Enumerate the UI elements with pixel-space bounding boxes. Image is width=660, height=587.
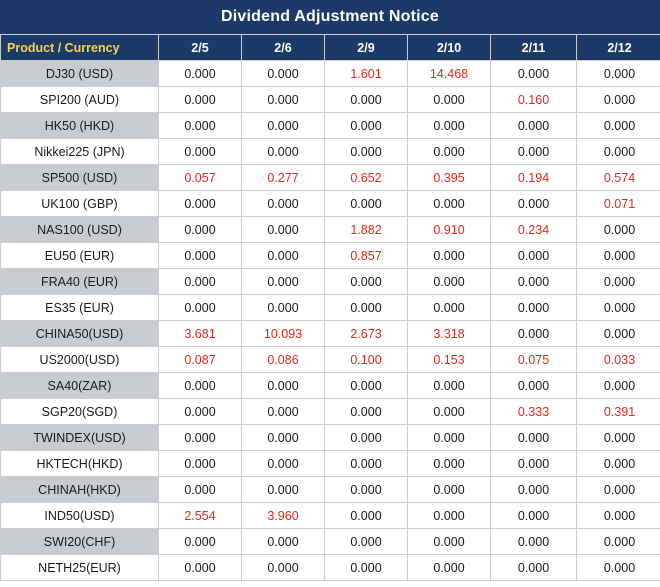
dividend-table	[0, 34, 660, 581]
dividend-value-cell: 0.000	[408, 425, 491, 451]
dividend-value-cell: 0.000	[242, 451, 325, 477]
dividend-value-cell: 0.000	[408, 87, 491, 113]
table-row	[1, 555, 660, 581]
dividend-value-cell: 0.000	[325, 451, 408, 477]
table-row	[1, 269, 660, 295]
dividend-value-cell: 0.000	[491, 503, 577, 529]
dividend-value-cell: 0.000	[325, 191, 408, 217]
product-currency-label: CHINAH(HKD)	[1, 477, 159, 503]
dividend-value-cell: 0.000	[408, 503, 491, 529]
dividend-value-cell: 0.000	[577, 61, 660, 87]
dividend-value-cell: 0.100	[325, 347, 408, 373]
dividend-value-cell: 0.000	[159, 399, 242, 425]
dividend-value-cell: 0.000	[408, 555, 491, 581]
column-header-date: 2/9	[325, 35, 408, 61]
dividend-value-cell: 0.000	[325, 477, 408, 503]
dividend-value-cell: 0.000	[242, 243, 325, 269]
dividend-value-cell: 10.093	[242, 321, 325, 347]
dividend-value-cell: 0.000	[159, 451, 242, 477]
dividend-value-cell: 0.000	[242, 477, 325, 503]
dividend-value-cell: 0.000	[242, 217, 325, 243]
dividend-value-cell: 0.391	[577, 399, 660, 425]
dividend-value-cell: 0.000	[242, 555, 325, 581]
table-row	[1, 425, 660, 451]
dividend-value-cell: 0.000	[159, 139, 242, 165]
column-header-product: Product / Currency	[1, 35, 159, 61]
dividend-value-cell: 1.882	[325, 217, 408, 243]
table-row	[1, 217, 660, 243]
dividend-value-cell: 0.087	[159, 347, 242, 373]
dividend-value-cell: 0.000	[325, 399, 408, 425]
dividend-value-cell: 0.000	[408, 451, 491, 477]
dividend-value-cell: 0.194	[491, 165, 577, 191]
dividend-value-cell: 0.000	[325, 503, 408, 529]
dividend-value-cell: 0.000	[159, 477, 242, 503]
dividend-value-cell: 0.000	[159, 87, 242, 113]
dividend-value-cell: 0.000	[577, 243, 660, 269]
table-row	[1, 61, 660, 87]
table-row	[1, 165, 660, 191]
dividend-value-cell: 0.333	[491, 399, 577, 425]
dividend-value-cell: 0.000	[491, 477, 577, 503]
column-header-date: 2/6	[242, 35, 325, 61]
dividend-value-cell: 0.000	[242, 113, 325, 139]
dividend-value-cell: 0.000	[577, 451, 660, 477]
dividend-value-cell: 0.000	[577, 295, 660, 321]
dividend-value-cell: 0.000	[242, 425, 325, 451]
dividend-value-cell: 0.000	[577, 529, 660, 555]
page-title-text: Dividend Adjustment Notice	[221, 8, 439, 25]
dividend-value-cell: 0.652	[325, 165, 408, 191]
product-currency-label: CHINA50(USD)	[1, 321, 159, 347]
dividend-value-cell: 0.000	[325, 529, 408, 555]
dividend-value-cell: 0.000	[491, 425, 577, 451]
dividend-value-cell: 0.000	[491, 555, 577, 581]
dividend-value-cell: 0.000	[577, 425, 660, 451]
dividend-value-cell: 0.033	[577, 347, 660, 373]
dividend-value-cell: 0.277	[242, 165, 325, 191]
dividend-value-cell: 0.000	[242, 61, 325, 87]
table-row	[1, 321, 660, 347]
dividend-value-cell: 0.000	[408, 269, 491, 295]
dividend-value-cell: 0.000	[242, 373, 325, 399]
dividend-value-cell: 0.857	[325, 243, 408, 269]
dividend-value-cell: 0.000	[325, 555, 408, 581]
page-title	[0, 0, 660, 34]
table-row	[1, 295, 660, 321]
dividend-value-cell: 0.000	[325, 113, 408, 139]
dividend-value-cell: 0.000	[242, 87, 325, 113]
dividend-value-cell: 3.960	[242, 503, 325, 529]
dividend-value-cell: 0.000	[408, 399, 491, 425]
dividend-value-cell: 0.000	[242, 139, 325, 165]
dividend-value-cell: 0.153	[408, 347, 491, 373]
dividend-value-cell: 0.000	[159, 425, 242, 451]
dividend-value-cell: 0.000	[408, 191, 491, 217]
product-currency-label: FRA40 (EUR)	[1, 269, 159, 295]
dividend-value-cell: 0.000	[491, 529, 577, 555]
dividend-value-cell: 0.000	[159, 269, 242, 295]
dividend-value-cell: 0.160	[491, 87, 577, 113]
product-currency-label: Nikkei225 (JPN)	[1, 139, 159, 165]
dividend-value-cell: 14.468	[408, 61, 491, 87]
dividend-value-cell: 0.071	[577, 191, 660, 217]
table-row	[1, 373, 660, 399]
column-header-date: 2/11	[491, 35, 577, 61]
dividend-value-cell: 0.000	[491, 269, 577, 295]
dividend-value-cell: 0.000	[408, 113, 491, 139]
table-row	[1, 451, 660, 477]
dividend-value-cell: 0.000	[242, 399, 325, 425]
product-currency-label: UK100 (GBP)	[1, 191, 159, 217]
dividend-value-cell: 0.000	[408, 529, 491, 555]
dividend-value-cell: 0.000	[491, 113, 577, 139]
dividend-value-cell: 0.000	[159, 529, 242, 555]
table-row	[1, 347, 660, 373]
dividend-value-cell: 0.000	[325, 87, 408, 113]
dividend-value-cell: 0.000	[577, 555, 660, 581]
dividend-value-cell: 0.000	[159, 243, 242, 269]
product-currency-label: NETH25(EUR)	[1, 555, 159, 581]
dividend-value-cell: 0.000	[159, 373, 242, 399]
table-header	[1, 35, 660, 61]
dividend-value-cell: 0.000	[408, 373, 491, 399]
dividend-value-cell: 0.000	[577, 373, 660, 399]
product-currency-label: NAS100 (USD)	[1, 217, 159, 243]
dividend-value-cell: 0.000	[577, 321, 660, 347]
dividend-value-cell: 0.000	[577, 139, 660, 165]
table-row	[1, 529, 660, 555]
dividend-value-cell: 2.673	[325, 321, 408, 347]
table-header-row	[1, 35, 660, 61]
dividend-value-cell: 0.000	[325, 269, 408, 295]
dividend-value-cell: 0.000	[242, 269, 325, 295]
dividend-value-cell: 0.000	[242, 295, 325, 321]
table-row	[1, 191, 660, 217]
dividend-value-cell: 0.234	[491, 217, 577, 243]
dividend-value-cell: 0.000	[491, 321, 577, 347]
table-row	[1, 243, 660, 269]
dividend-value-cell: 0.000	[491, 373, 577, 399]
dividend-value-cell: 0.000	[242, 529, 325, 555]
dividend-value-cell: 0.000	[491, 451, 577, 477]
table-row	[1, 87, 660, 113]
dividend-value-cell: 1.601	[325, 61, 408, 87]
dividend-value-cell: 3.681	[159, 321, 242, 347]
dividend-value-cell: 0.000	[577, 269, 660, 295]
table-row	[1, 477, 660, 503]
column-header-date: 2/12	[577, 35, 660, 61]
dividend-value-cell: 0.000	[491, 295, 577, 321]
dividend-value-cell: 0.000	[159, 61, 242, 87]
dividend-value-cell: 0.000	[408, 139, 491, 165]
dividend-value-cell: 2.554	[159, 503, 242, 529]
table-row	[1, 113, 660, 139]
product-currency-label: HK50 (HKD)	[1, 113, 159, 139]
dividend-value-cell: 0.000	[159, 295, 242, 321]
product-currency-label: TWINDEX(USD)	[1, 425, 159, 451]
dividend-value-cell: 0.000	[159, 113, 242, 139]
dividend-value-cell: 0.000	[325, 425, 408, 451]
dividend-value-cell: 0.000	[491, 243, 577, 269]
dividend-value-cell: 0.395	[408, 165, 491, 191]
dividend-value-cell: 0.086	[242, 347, 325, 373]
product-currency-label: IND50(USD)	[1, 503, 159, 529]
product-currency-label: HKTECH(HKD)	[1, 451, 159, 477]
dividend-value-cell: 0.000	[491, 61, 577, 87]
product-currency-label: SA40(ZAR)	[1, 373, 159, 399]
product-currency-label: EU50 (EUR)	[1, 243, 159, 269]
product-currency-label: SWI20(CHF)	[1, 529, 159, 555]
table-row	[1, 399, 660, 425]
dividend-value-cell: 0.000	[577, 87, 660, 113]
product-currency-label: DJ30 (USD)	[1, 61, 159, 87]
dividend-value-cell: 0.000	[159, 191, 242, 217]
dividend-value-cell: 0.000	[408, 477, 491, 503]
dividend-value-cell: 0.574	[577, 165, 660, 191]
dividend-value-cell: 0.057	[159, 165, 242, 191]
dividend-value-cell: 0.000	[325, 295, 408, 321]
dividend-value-cell: 0.000	[491, 191, 577, 217]
dividend-value-cell: 0.000	[325, 139, 408, 165]
product-currency-label: SPI200 (AUD)	[1, 87, 159, 113]
table-row	[1, 503, 660, 529]
dividend-value-cell: 0.000	[242, 191, 325, 217]
product-currency-label: SGP20(SGD)	[1, 399, 159, 425]
dividend-value-cell: 0.000	[577, 217, 660, 243]
dividend-value-cell: 0.000	[491, 139, 577, 165]
table-body	[1, 61, 660, 581]
dividend-value-cell: 0.000	[577, 113, 660, 139]
dividend-value-cell: 3.318	[408, 321, 491, 347]
table-row	[1, 139, 660, 165]
column-header-date: 2/10	[408, 35, 491, 61]
dividend-value-cell: 0.000	[577, 477, 660, 503]
product-currency-label: SP500 (USD)	[1, 165, 159, 191]
dividend-value-cell: 0.000	[408, 243, 491, 269]
dividend-value-cell: 0.000	[159, 555, 242, 581]
product-currency-label: ES35 (EUR)	[1, 295, 159, 321]
dividend-value-cell: 0.000	[577, 503, 660, 529]
dividend-value-cell: 0.000	[325, 373, 408, 399]
dividend-value-cell: 0.910	[408, 217, 491, 243]
column-header-date: 2/5	[159, 35, 242, 61]
dividend-value-cell: 0.000	[159, 217, 242, 243]
dividend-value-cell: 0.075	[491, 347, 577, 373]
dividend-value-cell: 0.000	[408, 295, 491, 321]
product-currency-label: US2000(USD)	[1, 347, 159, 373]
